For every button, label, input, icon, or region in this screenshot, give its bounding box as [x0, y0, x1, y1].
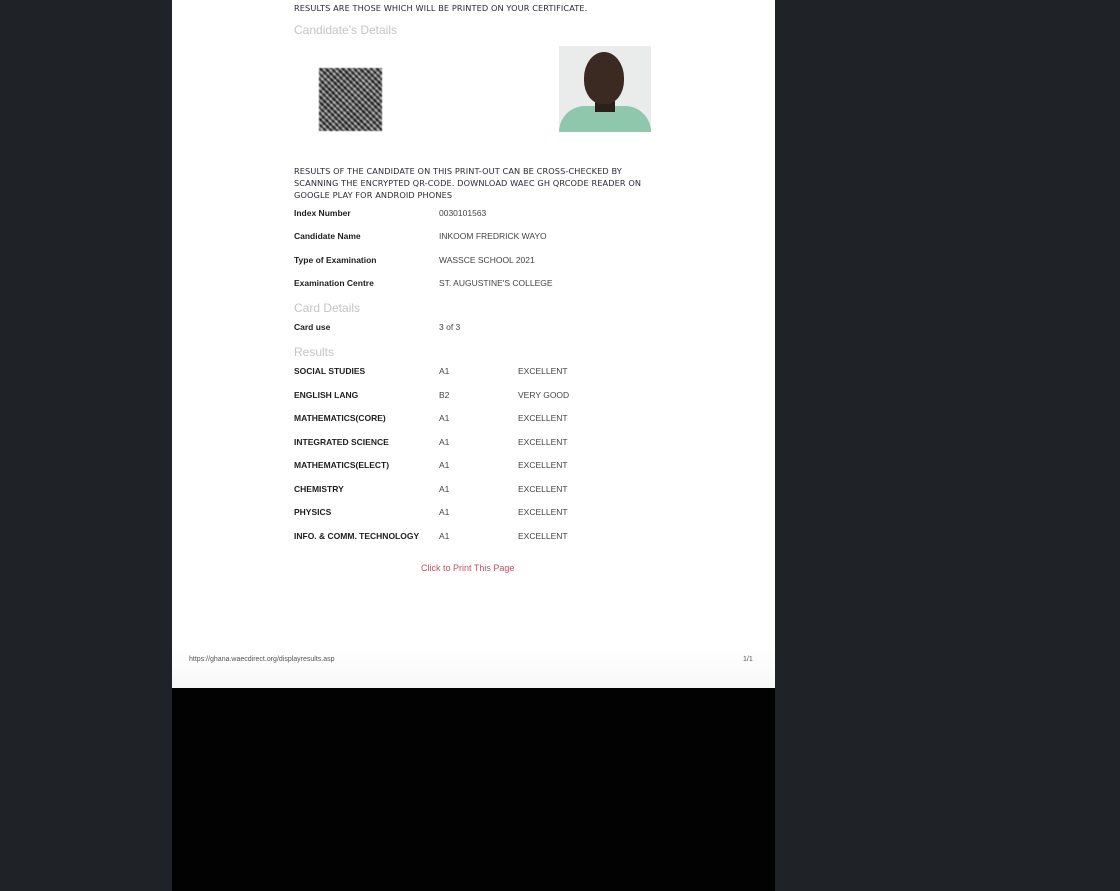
result-row [294, 413, 674, 425]
footer-url: https://ghana.waecdirect.org/displayresults.asp [189, 656, 335, 663]
grade-remark: EXCELLENT [518, 460, 568, 470]
exam-type-row [294, 255, 674, 267]
subject-name: PHYSICS [294, 507, 332, 517]
field-label: Candidate Name [294, 231, 361, 241]
grade-remark: EXCELLENT [518, 484, 568, 494]
candidate-name-row [294, 231, 674, 243]
grade-remark: EXCELLENT [518, 366, 568, 376]
certificate-notice: RESULTS ARE THOSE WHICH WILL BE PRINTED ON YOUR CERTIFICATE. [294, 3, 588, 13]
card-details-heading: Card Details [294, 301, 361, 315]
field-label: Type of Examination [294, 255, 377, 265]
field-value: 0030101563 [439, 208, 487, 218]
subject-name: INFO. & COMM. TECHNOLOGY [294, 531, 420, 541]
exam-centre-row [294, 278, 674, 290]
print-page-link[interactable]: Click to Print This Page [421, 563, 515, 573]
result-row [294, 390, 674, 402]
subject-name: MATHEMATICS(CORE) [294, 413, 386, 423]
subject-name: INTEGRATED SCIENCE [294, 437, 389, 447]
result-row [294, 531, 674, 543]
subject-name: ENGLISH LANG [294, 390, 359, 400]
grade-remark: EXCELLENT [518, 531, 568, 541]
subject-name: MATHEMATICS(ELECT) [294, 460, 390, 470]
candidate-details-heading: Candidate's Details [294, 23, 398, 37]
field-value: WASSCE SCHOOL 2021 [439, 255, 535, 265]
field-label: Examination Centre [294, 278, 374, 288]
viewer-background-right [775, 0, 1120, 891]
results-page [172, 0, 775, 688]
subject-name: SOCIAL STUDIES [294, 366, 366, 376]
field-value: INKOOM FREDRICK WAYO [439, 231, 547, 241]
result-row [294, 460, 674, 472]
subject-grade: A1 [439, 366, 450, 376]
grade-remark: EXCELLENT [518, 437, 568, 447]
field-label: Index Number [294, 208, 351, 218]
result-row [294, 437, 674, 449]
subject-grade: A1 [439, 531, 450, 541]
qr-verification-notice: RESULTS OF THE CANDIDATE ON THIS PRINT-OUT CAN BE CROSS-CHECKED BY SCANNING THE ENCRYPTED QR-CODE. DOWNLOAD WAEC GH QRCODE READER ON GOOGLE PLAY FOR ANDROID PHONES [294, 166, 642, 200]
subject-grade: A1 [439, 437, 450, 447]
empty-viewer-area [172, 688, 775, 891]
results-heading: Results [294, 345, 335, 359]
viewer-background-left [0, 0, 172, 891]
candidate-photo [559, 46, 651, 132]
subject-grade: A1 [439, 413, 450, 423]
index-number-row [294, 208, 674, 220]
card-use-row [294, 322, 674, 334]
subject-grade: A1 [439, 507, 450, 517]
field-value: ST. AUGUSTINE'S COLLEGE [439, 278, 553, 288]
page-footer [172, 648, 775, 688]
field-value: 3 of 3 [439, 322, 461, 332]
subject-grade: A1 [439, 484, 450, 494]
footer-page-number: 1/1 [743, 656, 753, 663]
grade-remark: EXCELLENT [518, 413, 568, 423]
subject-grade: B2 [439, 390, 450, 400]
field-label: Card use [294, 322, 331, 332]
grade-remark: VERY GOOD [518, 390, 570, 400]
qr-code-image [319, 68, 382, 131]
subject-grade: A1 [439, 460, 450, 470]
result-row [294, 366, 674, 378]
result-row [294, 507, 674, 519]
result-row [294, 484, 674, 496]
subject-name: CHEMISTRY [294, 484, 344, 494]
grade-remark: EXCELLENT [518, 507, 568, 517]
